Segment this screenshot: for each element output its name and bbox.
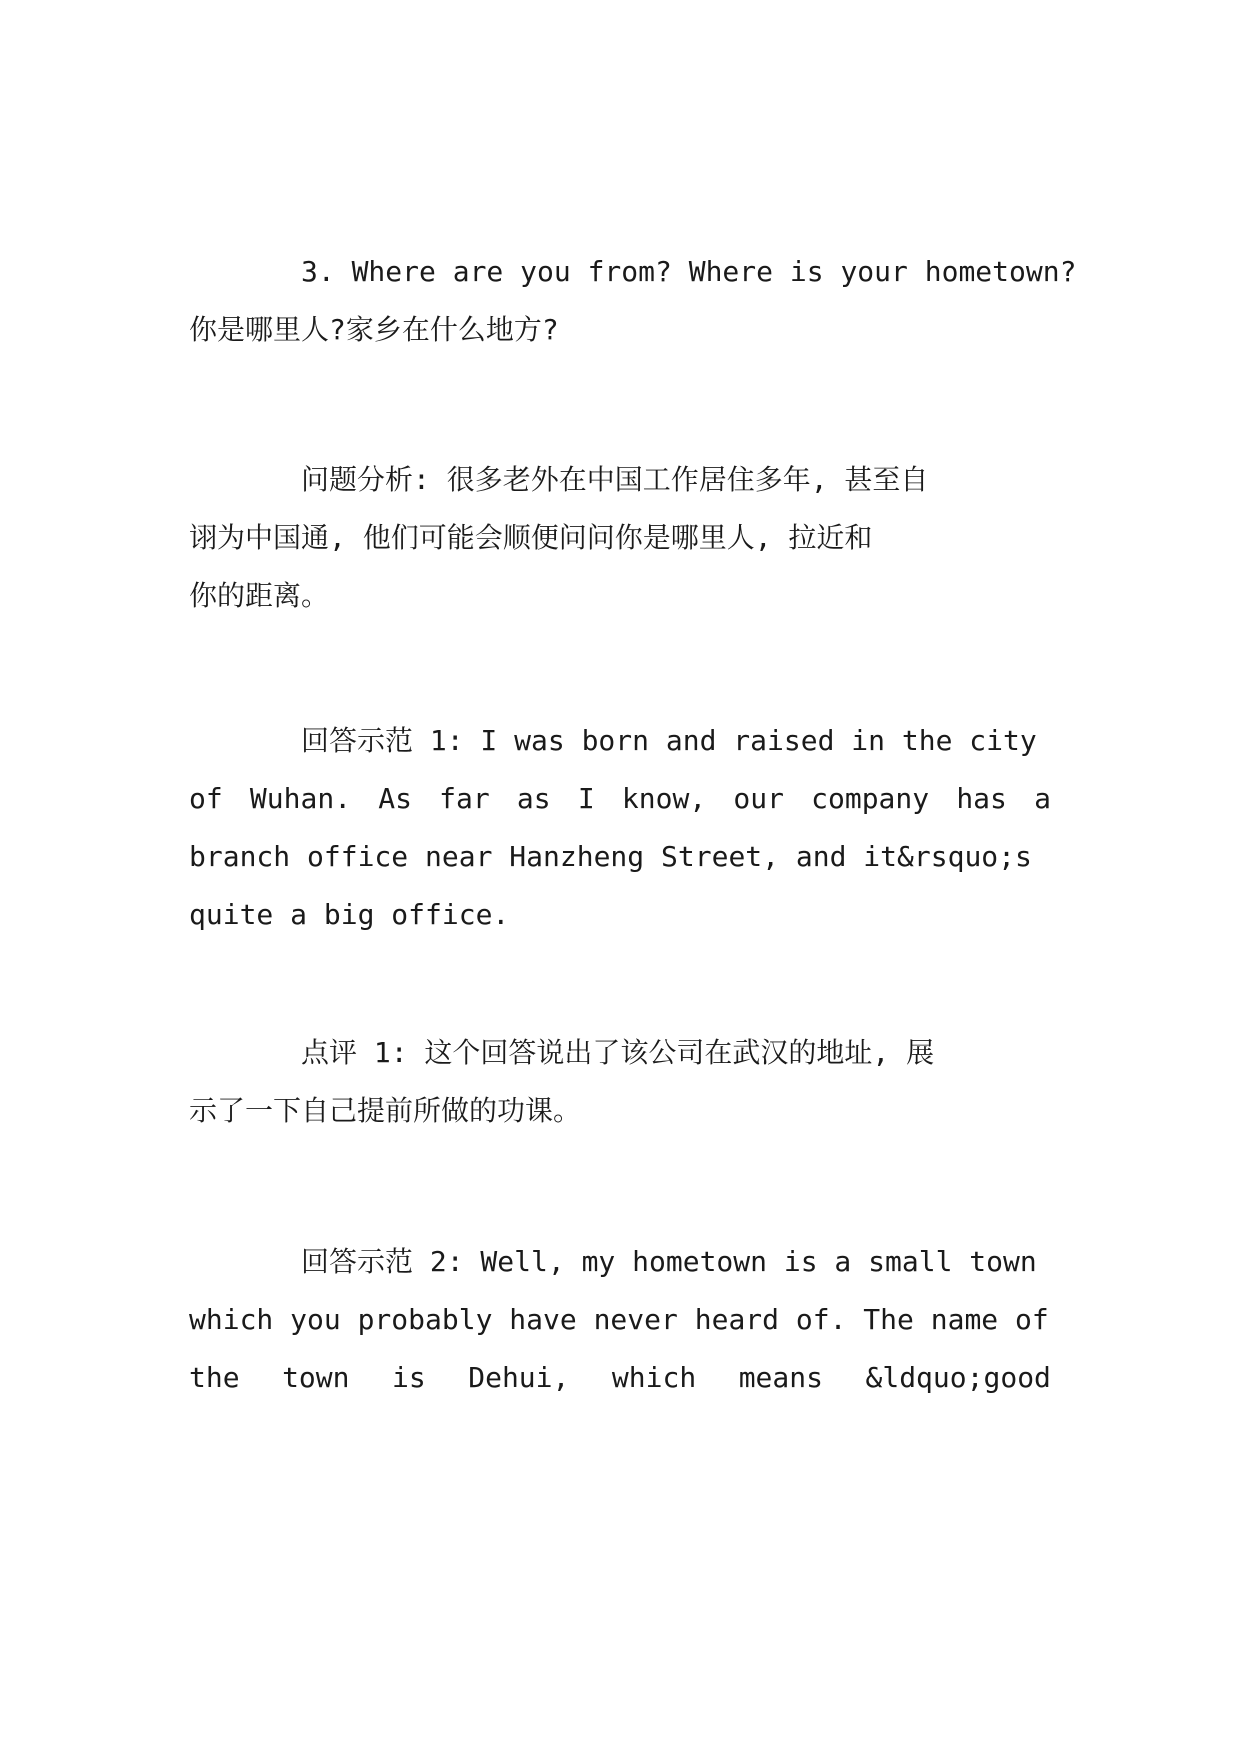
comment-1-line-1: 点评 1: 这个回答说出了该公司在武汉的地址, 展 bbox=[301, 1036, 935, 1069]
answer-1-line-4: quite a big office. bbox=[189, 898, 510, 931]
answer-2-line-2: which you probably have never heard of. The name of bbox=[189, 1303, 1049, 1336]
answer-1-line-1: 回答示范 1: I was born and raised in the city bbox=[301, 724, 1037, 757]
word: which bbox=[611, 1361, 697, 1394]
word: the bbox=[189, 1361, 240, 1394]
word: of bbox=[189, 782, 223, 815]
word: has bbox=[956, 782, 1007, 815]
question-3 bbox=[189, 243, 1077, 359]
question-3-chinese: 你是哪里人?家乡在什么地方? bbox=[189, 313, 559, 346]
word: a bbox=[1034, 782, 1051, 815]
answer-2-line-3 bbox=[189, 1349, 1051, 1407]
word: Wuhan. bbox=[249, 782, 352, 815]
word: know, bbox=[621, 782, 707, 815]
word: As bbox=[378, 782, 412, 815]
word: town bbox=[282, 1361, 350, 1394]
analysis-line-3: 你的距离。 bbox=[189, 579, 330, 612]
comment-1 bbox=[189, 1024, 1051, 1140]
word: is bbox=[392, 1361, 426, 1394]
analysis-line-2: 诩为中国通, 他们可能会顺便问问你是哪里人, 拉近和 bbox=[189, 521, 873, 554]
question-3-english: 3. Where are you from? Where is your hometown? bbox=[301, 255, 1077, 288]
answer-2-line-1: 回答示范 2: Well, my hometown is a small town bbox=[301, 1245, 1037, 1278]
question-analysis bbox=[189, 451, 1051, 625]
word: company bbox=[811, 782, 930, 815]
sample-answer-1 bbox=[189, 712, 1051, 944]
answer-1-line-3: branch office near Hanzheng Street, and it&rsquo;s bbox=[189, 840, 1032, 873]
sample-answer-2 bbox=[189, 1233, 1051, 1407]
word: Dehui, bbox=[468, 1361, 570, 1394]
comment-1-line-2: 示了一下自己提前所做的功课。 bbox=[189, 1094, 582, 1127]
word: as bbox=[516, 782, 551, 815]
analysis-line-1: 问题分析: 很多老外在中国工作居住多年, 甚至自 bbox=[301, 463, 929, 496]
word: &ldquo;good bbox=[865, 1361, 1051, 1394]
word: means bbox=[738, 1361, 823, 1394]
answer-1-line-2 bbox=[189, 770, 1051, 828]
word: I bbox=[577, 782, 595, 815]
word: our bbox=[733, 782, 784, 815]
word: far bbox=[439, 782, 490, 815]
